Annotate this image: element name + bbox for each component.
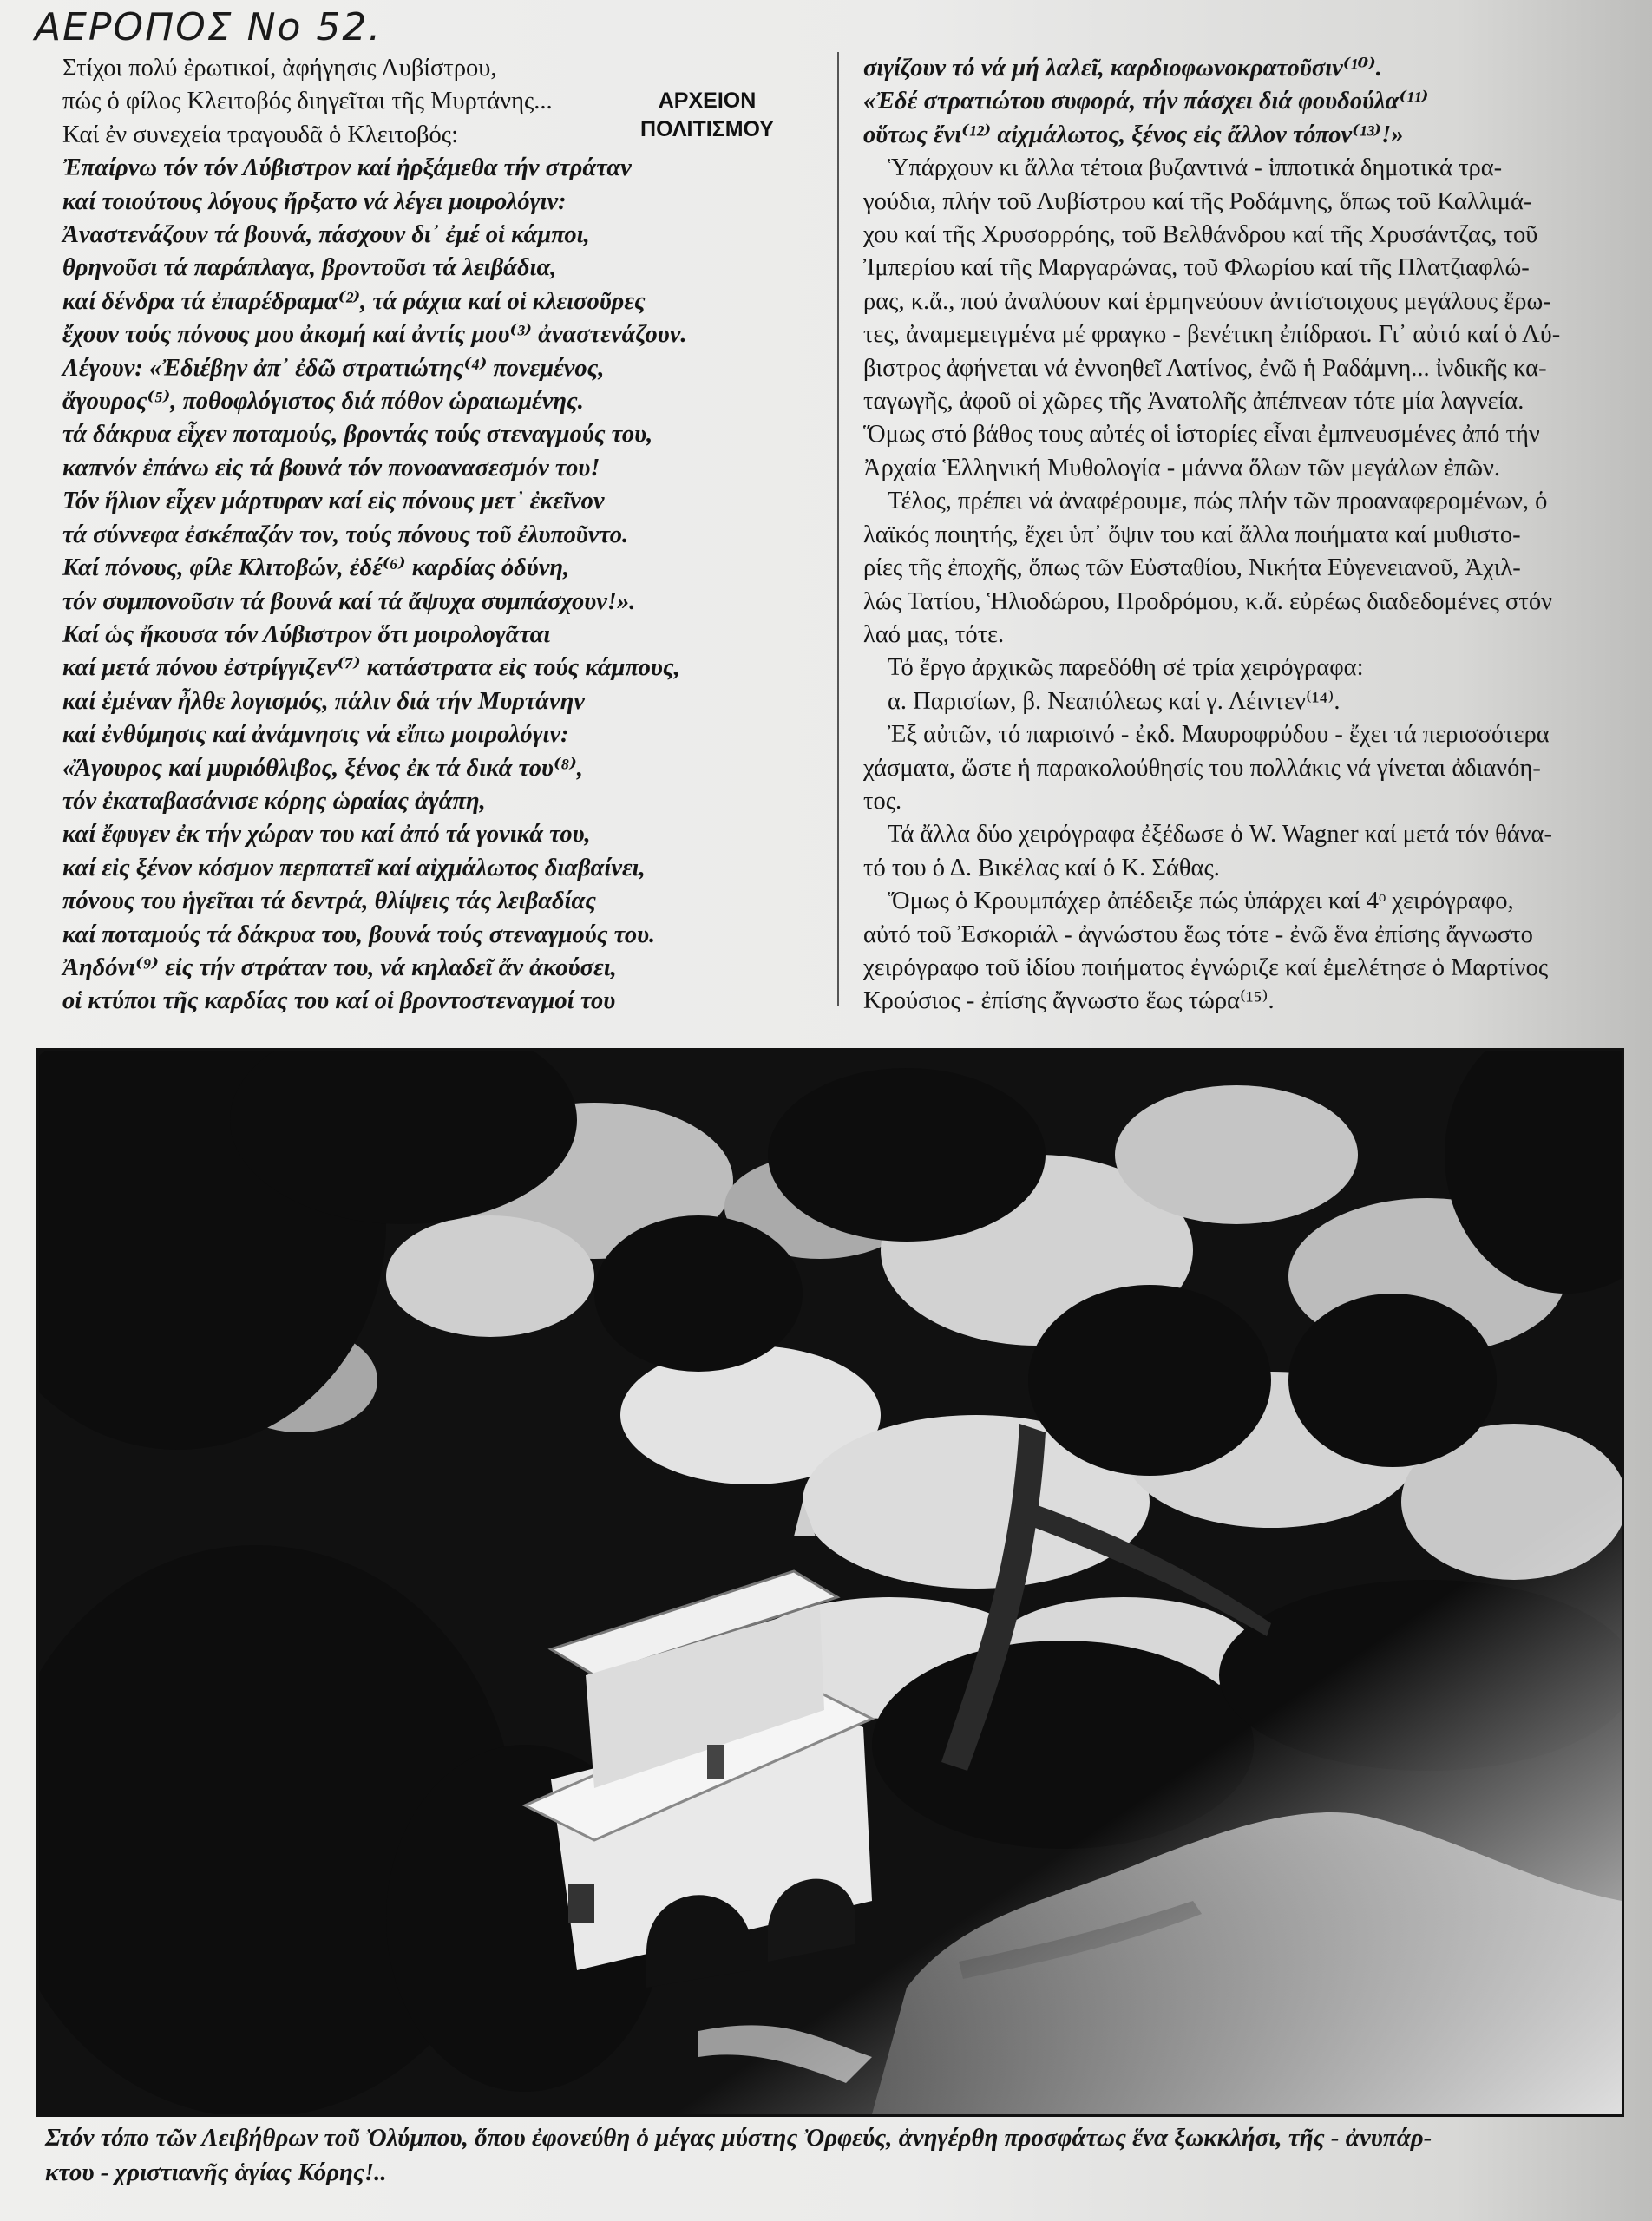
paragraph-paris-manuscript [863, 718, 1601, 818]
photo-caption [45, 2120, 1607, 2190]
chapel-photo [36, 1048, 1624, 2117]
verse-line: οὕτως ἔνι⁽¹²⁾ αἰχμάλωτος, ξένος εἰς ἄλλον τόπον⁽¹³⁾!» [863, 121, 1404, 148]
verse-line: τόν συμπονοῦσιν τά βουνά καί τά ἄψυχα συμπάσχουν!». [62, 587, 636, 615]
paragraph-other-works [863, 485, 1601, 652]
verse-line: ἔχουν τούς πόνους μου ἀκομή καί ἀντίς μου⁽³⁾ ἀναστενάζουν. [62, 321, 687, 349]
chapel-photo-illustration [39, 1051, 1622, 2114]
text-line: Τά ἄλλα δύο χειρόγραφα ἐξέδωσε ὁ W. Wagner καί μετά τόν θάνα- [888, 821, 1552, 848]
text-line: χειρόγραφο τοῦ ἰδίου ποιήματος ἐγνώριζε καί ἐμελέτησε ὁ Μαρτίνος [863, 953, 1549, 981]
verse-line: τά σύννεφα ἐσκέπαζάν τον, τούς πόνους τοῦ ἐλυποῦντο. [62, 521, 629, 548]
verse-line: Καί πόνους, φίλε Κλιτοβών, ἐδέ⁽⁶⁾ καρδίας ὀδύνη, [62, 554, 570, 582]
verse-line: καί εἰς ξένον κόσμον περπατεῖ καί αἰχμάλωτος διαβαίνει, [62, 854, 646, 881]
text-line: λαϊκός ποιητής, ἔχει ὑπ᾽ ὄψιν του καί ἄλλα ποιήματα καί μυθιστο- [863, 521, 1521, 548]
verse-line: Ἀναστενάζουν τά βουνά, πάσχουν δι᾽ ἐμέ οἱ κάμποι, [62, 221, 590, 249]
text-line: Ἐξ αὐτῶν, τό παρισινό - ἐκδ. Μαυροφρύδου - ἔχει τά περισσότερα [888, 721, 1550, 749]
text-line: Ἰμπερίου καί τῆς Μαργαρώνας, τοῦ Φλωρίου καί τῆς Πλατζιαφλώ- [863, 254, 1530, 282]
verse-line: σιγίζουν τό νά μή λαλεῖ, καρδιοφωνοκρατοῦσιν⁽¹⁰⁾. [863, 55, 1382, 82]
paragraph-byzantine-songs [863, 152, 1601, 485]
intro-line: Καί ἐν συνεχεία τραγουδᾶ ὁ Κλειτοβός: [62, 121, 459, 148]
verse-line: καί δένδρα τά ἐπαρέδραμα⁽²⁾, τά ράχια καί οἱ κλεισοῦρες [62, 287, 646, 315]
handwritten-header: ΑΕΡΟΠΟΣ Νο 52. [35, 5, 383, 49]
verse-line: καί ἐνθύμησις καί ἀνάμνησις νά εἴπω μοιρολόγιν: [62, 721, 569, 749]
verse-line: πόνους του ἡγεῖται τά δεντρά, θλίψεις τάς λειβαδίας [62, 888, 596, 915]
text-line: Ὅμως ὁ Κρουμπάχερ ἀπέδειξε πώς ὑπάρχει καί 4ᵒ χειρόγραφο, [888, 888, 1514, 915]
verse-line: τόν ἐκαταβασάνισε κόρης ὡραίας ἀγάπη, [62, 787, 486, 815]
text-line: τό του ὁ Δ. Βικέλας καί ὁ Κ. Σάθας. [863, 854, 1220, 881]
verse-line: καπνόν ἐπάνω εἰς τά βουνά τόν πονοανασεσμόν του! [62, 454, 600, 482]
verse-line: καί μετά πόνου ἐστρίγγιζεν⁽⁷⁾ κατάστρατα εἰς τούς κάμπους, [62, 654, 680, 682]
verse-line: οἱ κτύποι τῆς καρδίας του καί οἱ βροντοστεναγμοί του [62, 987, 616, 1015]
text-line: Κρούσιος - ἐπίσης ἄγνωστο ἕως τώρα⁽¹⁵⁾. [863, 987, 1275, 1015]
verse-line: ἄγουρος⁽⁵⁾, ποθοφλόγιστος διά πόθον ὡραιωμένης. [62, 388, 584, 416]
caption-line: κτου - χριστιανῆς ἁγίας Κόρης!.. [45, 2159, 387, 2186]
text-line: λώς Τατίου, Ἡλιοδώρου, Προδρόμου, κ.ἄ. εὐρέως διαδεδομένες στόν [863, 587, 1553, 615]
verse-line: Ἐπαίρνω τόν τόν Λύβιστρον καί ἠρξάμεθα τήν στράταν [62, 154, 632, 182]
text-line: ρας, κ.ἄ., πού ἀναλύουν καί ἑρμηνεύουν ἀντίστοιχους μεγάλους ἔρω- [863, 287, 1551, 315]
text-line: ταγωγῆς, ἀφοῦ οἱ χῶρες τῆς Ἀνατολῆς ἀπέπνεαν τότε μία λαγνεία. [863, 388, 1524, 416]
stamp-line-2: ΠΟΛΙΤΙΣΜΟΥ [640, 117, 774, 141]
right-column [837, 52, 1603, 1015]
verse-line: θρηνοῦσι τά παράπλαγα, βροντοῦσι τά λειβάδια, [62, 254, 557, 282]
text-line: Ἀρχαία Ἑλληνική Μυθολογία - μάννα ὅλων τῶν μεγάλων ἐπῶν. [863, 454, 1500, 482]
caption-line: Στόν τόπο τῶν Λειβήθρων τοῦ Ὀλύμπου, ὅπου ἐφονεύθη ὁ μέγας μύστης Ὀρφεύς, ἀνηγέρθη προσφάτως ἕνα ξωκκλήσι, τῆς - ἀνυπάρ- [45, 2124, 1432, 2152]
verse-line: Ἀηδόνι⁽⁹⁾ εἰς τήν στράταν του, νά κηλαδεῖ ἄν ἀκούσει, [62, 953, 617, 981]
text-line: τος. [863, 787, 902, 815]
text-line: Τό ἔργο ἀρχικῶς παρεδόθη σέ τρία χειρόγραφα: [888, 654, 1364, 682]
verse-line: «Ἐδέ στρατιώτου συφορά, τήν πάσχει διά φουδούλα⁽¹¹⁾ [863, 88, 1429, 115]
verse-line: Λέγουν: «Ἐδιέβην ἀπ᾽ ἐδῶ στρατιώτης⁽⁴⁾ πονεμένος, [62, 354, 605, 382]
paragraph-krumbacher [863, 885, 1601, 1019]
verse-line: τά δάκρυα εἶχεν ποταμούς, βροντάς τούς στεναγμούς του, [62, 421, 653, 449]
verse-line: καί ἔφυγεν ἐκ τήν χώραν του καί ἀπό τά γονικά του, [62, 821, 591, 848]
text-line: βιστρος ἀφήνεται νά ἐννοηθεῖ Λατίνος, ἐνῶ ἡ Ραδάμνη... ἰνδικῆς κα- [863, 354, 1547, 382]
verse-line: καί τοιούτους λόγους ἤρξατο νά λέγει μοιρολόγιν: [62, 187, 567, 215]
paragraph-wagner [863, 818, 1601, 885]
stamp-line-1: ΑΡΧΕΙΟΝ [658, 88, 757, 113]
text-line: Ὑπάρχουν κι ἄλλα τέτοια βυζαντινά - ἱπποτικά δημοτικά τρα- [888, 154, 1503, 182]
intro-line: πώς ὁ φίλος Κλειτοβός διηγεῖται τῆς Μυρτάνης... [62, 88, 553, 115]
text-line: ρίες τῆς ἐποχῆς, ὅπως τῶν Εὐσταθίου, Νικήτα Εὐγενειανοῦ, Ἀχιλ- [863, 554, 1521, 582]
text-line: Ὅμως στό βάθος τους αὐτές οἱ ἱστορίες εἶναι ἐμπνευσμένες ἀπό τήν [863, 421, 1540, 449]
intro-line: Στίχοι πολύ ἐρωτικοί, ἀφήγησις Λυβίστρου, [62, 55, 497, 82]
text-line: α. Παρισίων, β. Νεαπόλεως καί γ. Λέιντεν⁽¹⁴⁾. [888, 687, 1341, 715]
text-line: λαό μας, τότε. [863, 620, 1005, 648]
text-line: χου καί τῆς Χρυσορρόης, τοῦ Βελθάνδρου καί τῆς Χρυσάντζας, τοῦ [863, 221, 1538, 249]
verse-line: «Ἄγουρος καί μυριόθλιβος, ξένος ἐκ τά δικά του⁽⁸⁾, [62, 754, 583, 782]
text-line: γούδια, πλήν τοῦ Λυβίστρου καί τῆς Ροδάμνης, ὅπως τοῦ Καλλιμά- [863, 187, 1532, 215]
verse-line: Τόν ἥλιον εἶχεν μάρτυραν καί εἰς πόνους μετ᾽ ἐκεῖνον [62, 488, 605, 515]
text-line: τες, ἀναμεμειγμένα μέ φραγκο - βενέτικη ἐπίδρασι. Γι᾽ αὐτό καί ὁ Λύ- [863, 321, 1561, 349]
verse-line: καί ποταμούς τά δάκρυα του, βουνά τούς στεναγμούς του. [62, 921, 656, 948]
text-line: αὐτό τοῦ Ἐσκοριάλ - ἀγνώστου ἕως τότε - ἐνῶ ἕνα ἐπίσης ἄγνωστο [863, 921, 1533, 948]
verse-line: Καί ὡς ἤκουσα τόν Λύβιστρον ὅτι μοιρολογᾶται [62, 620, 551, 648]
left-column [62, 52, 809, 1019]
paragraph-manuscripts [863, 652, 1601, 718]
text-line: χάσματα, ὥστε ἡ παρακολούθησίς του πολλάκις νά γίνεται ἀδιανόη- [863, 754, 1541, 782]
verse-line: καί ἐμέναν ἦλθε λογισμός, πάλιν διά τήν Μυρτάνην [62, 687, 585, 715]
text-line: Τέλος, πρέπει νά ἀναφέρουμε, πώς πλήν τῶν προαναφερομένων, ὁ [888, 488, 1548, 515]
